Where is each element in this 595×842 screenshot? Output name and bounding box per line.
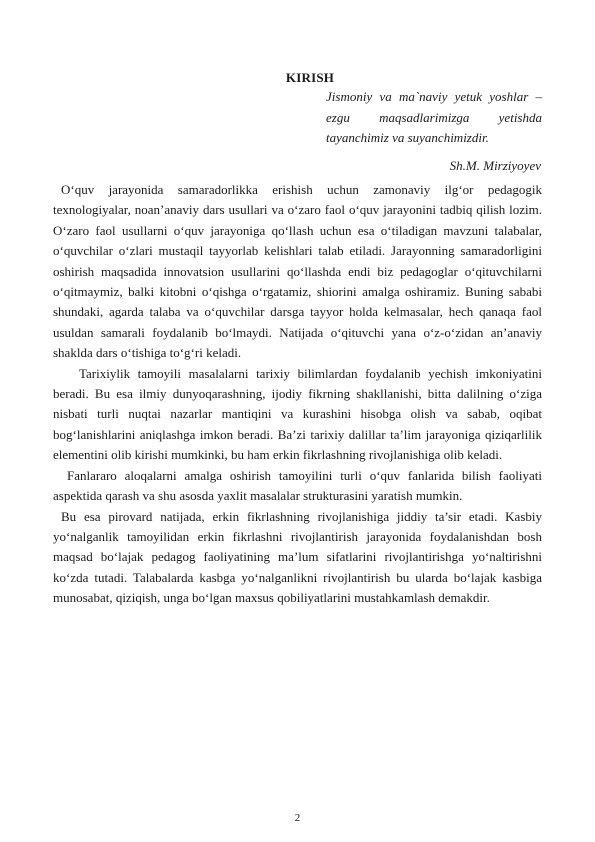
- epigraph-author: Sh.M. Mirziyoyev: [449, 158, 541, 173]
- epigraph-line: Jismoniy va ma`naviy yetuk yoshlar –: [326, 89, 542, 104]
- epigraph-line: tayanchimiz va suyanchimizdir.: [326, 130, 489, 145]
- epigraph: [326, 87, 542, 149]
- page-heading: KIRISH: [285, 70, 335, 85]
- paragraph: Bu esa pirovard natijada, erkin fikrlashning rivojlanishiga jiddiy ta’sir etadi. Kasbiy yo‘nalganlik tamoyilidan erkin fikrlashni rivojlantirish jarayonida foydalanishdan bosh maqsad bo‘lajak pedagog faoliyatining ma’lum sifatlarini rivojlantirishga yo‘naltirishni ko‘zda tutadi. Talabalarda kasbga yo‘nalganlikni rivojlantirish bu ularda bo‘lajak kasbiga munosabat, qiziqish, unga bo‘lgan maxsus qobiliyatlarini mustahkamlash demakdir.: [53, 508, 542, 606]
- paragraph: Tarixiylik tamoyili masalalarni tarixiy bilimlardan foydalanib yechish imkoniyatini beradi. Bu esa ilmiy dunyoqarashning, ijodiy fikrning shakllanishi, bitta dalilning o‘ziga nisbati turli nuqtai nazarlar mantiqini va kurashini hisobga olish va sabab, oqibat bog‘lanishlarini aniqlashga imkon beradi. Ba’zi tarixiy dalillar ta’lim jarayoniga qiziqarlilik elementini olib kirishi mumkinki, bu ham erkin fikrlashning rivojlanishiga olib keladi.: [53, 365, 542, 463]
- paragraph: Fanlararo aloqalarni amalga oshirish tamoyilini turli o‘quv fanlarida bilish faoliyati aspektida qarash va shu asosda yaxlit masalalar strukturasini yaratish mumkin.: [53, 467, 542, 504]
- paragraph: O‘quv jarayonida samaradorlikka erishish uchun zamonaviy ilg‘or pedagogik texnologiyalar, noan’anaviy dars usullari va o‘zaro faol o‘quv jarayonini tadbiq qilish lozim. O‘zaro faol usullarni o‘quv jarayoniga qo‘llash uchun esa o‘tiladigan mavzuni talabalar, o‘quvchilar o‘zlari mustaqil tayyorlab kelishlari talab etiladi. Jarayonning samaradorligini oshirish maqsadida innovatsion usullarini qo‘llashda endi biz pedagoglar o‘qituvchilarni o‘qitmaymiz, balki kitobni o‘qishga o‘rgatamiz, shiorini amalga oshiramiz. Buning sababi shundaki, agarda talaba va o‘quvchilar darsga tayyor holda kelmasalar, hech qanaqa faol usuldan samarali foydalanib bo‘lmaydi. Natijada o‘qituvchi yana o‘z-o‘zidan an’anaviy shaklda dars o‘tishiga to‘g‘ri keladi.: [53, 182, 542, 361]
- page-number: 2: [294, 812, 301, 824]
- epigraph-line: ezgu maqsadlarimizga yetishda: [326, 109, 542, 125]
- body-text: [53, 180, 542, 609]
